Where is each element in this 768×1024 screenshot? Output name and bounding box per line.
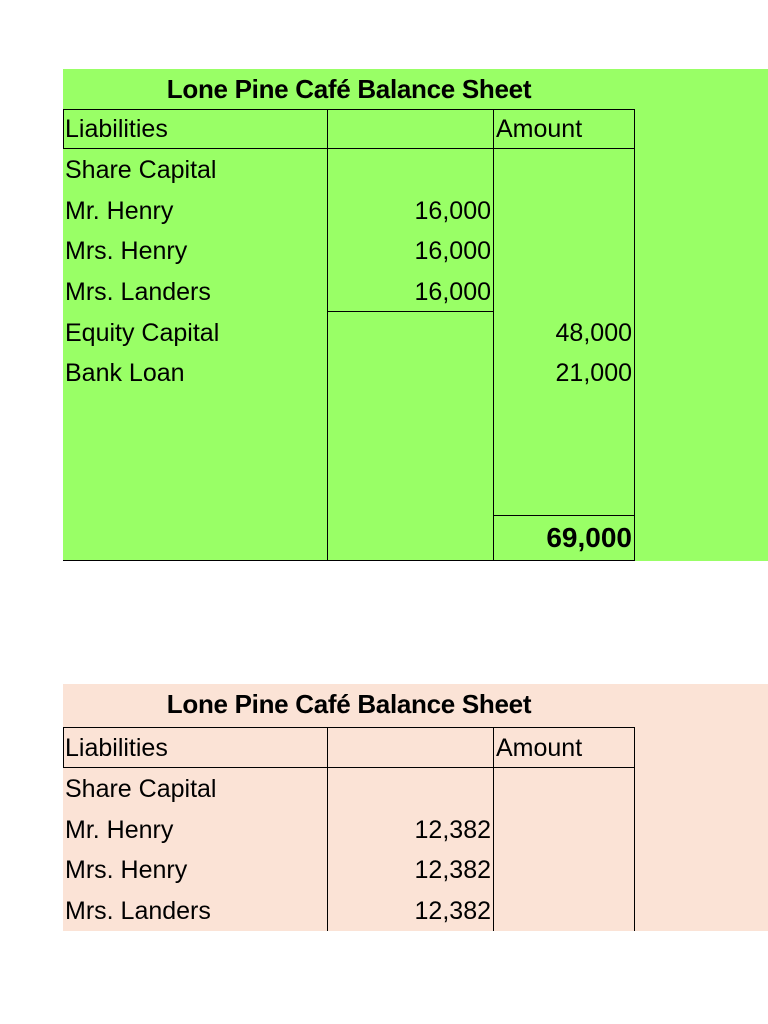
row-label-mrs-henry: Mrs. Henry: [65, 856, 188, 884]
balance-sheet-2: [63, 684, 768, 931]
sheet-title: Lone Pine Café Balance Sheet: [166, 74, 532, 104]
sheet-title: Lone Pine Café Balance Sheet: [166, 689, 532, 719]
balance-sheet-1: [63, 69, 768, 561]
col3-left-border: [493, 727, 494, 931]
row-sub-mrs-landers: 12,382: [414, 897, 491, 925]
header-top-border: [63, 727, 635, 728]
header-left-border: [63, 109, 64, 149]
row-label-mrs-landers: Mrs. Landers: [65, 278, 211, 306]
row-label-bank-loan: Bank Loan: [65, 359, 185, 387]
header-bottom-border: [63, 767, 635, 768]
subtotal-line: [327, 311, 494, 312]
row-label-mrs-landers: Mrs. Landers: [65, 897, 211, 925]
row-label-share-capital: Share Capital: [65, 156, 217, 184]
header-amount: Amount: [496, 115, 583, 143]
row-amount-equity-capital: 48,000: [555, 319, 632, 347]
row-amount-bank-loan: 21,000: [555, 359, 632, 387]
row-sub-mrs-landers: 16,000: [414, 278, 491, 306]
row-label-mrs-henry: Mrs. Henry: [65, 237, 188, 265]
header-liabilities: Liabilities: [65, 734, 168, 762]
col3-right-border: [634, 109, 635, 561]
header-top-border: [63, 109, 635, 110]
row-sub-mrs-henry: 12,382: [414, 856, 491, 884]
row-label-mr-henry: Mr. Henry: [65, 197, 174, 225]
col2-left-border: [327, 109, 328, 561]
total-amount: 69,000: [546, 522, 632, 553]
header-bottom-border: [63, 148, 635, 149]
row-label-mr-henry: Mr. Henry: [65, 816, 174, 844]
table-bottom-border: [63, 560, 635, 561]
row-sub-mr-henry: 12,382: [414, 816, 491, 844]
row-sub-mr-henry: 16,000: [414, 197, 491, 225]
header-left-border: [63, 727, 64, 768]
col3-right-border: [634, 727, 635, 931]
row-label-equity-capital: Equity Capital: [65, 319, 220, 347]
total-line: [493, 515, 635, 516]
header-amount: Amount: [496, 734, 583, 762]
header-liabilities: Liabilities: [65, 115, 168, 143]
row-sub-mrs-henry: 16,000: [414, 237, 491, 265]
row-label-share-capital: Share Capital: [65, 775, 217, 803]
